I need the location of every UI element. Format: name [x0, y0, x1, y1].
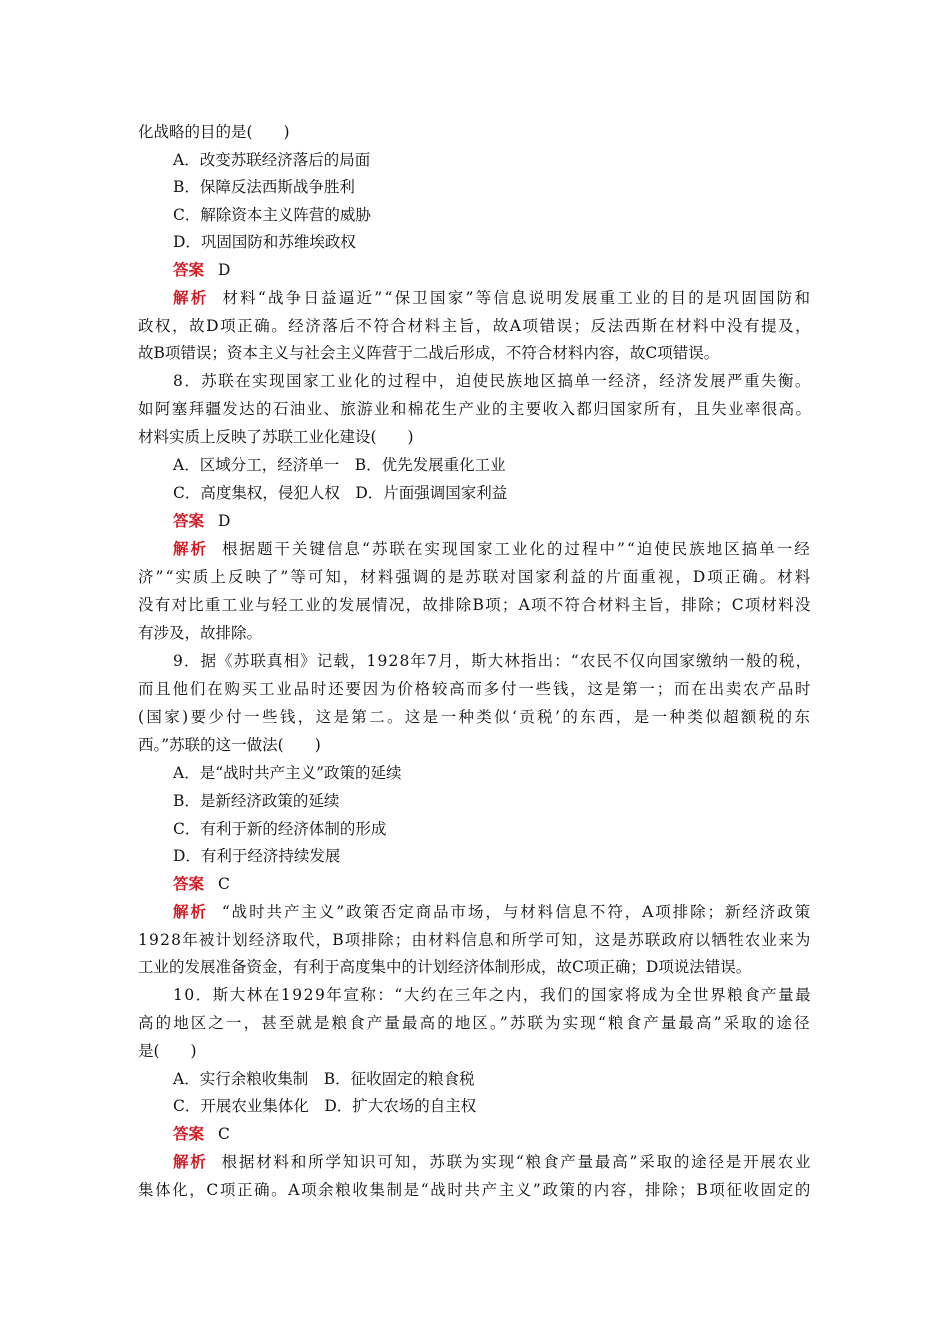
answer-line	[173, 511, 230, 531]
answer-label: 解析	[173, 539, 209, 558]
text-line	[138, 567, 812, 587]
text-line	[138, 1180, 812, 1200]
text-line	[173, 1069, 475, 1089]
line-text: B．保障反法西斯战争胜利	[173, 178, 355, 196]
text-line	[138, 957, 751, 977]
text-line	[138, 122, 290, 142]
line-text: 材料实质上反映了苏联工业化建设( )	[138, 428, 414, 446]
line-text: C．高度集权，侵犯人权 D．片面强调国家利益	[173, 484, 508, 502]
line-text: 没有对比重工业与轻工业的发展情况，故排除B项；A项不符合材料主旨，排除；C项材料没	[138, 596, 812, 614]
line-text: B．是新经济政策的延续	[173, 792, 340, 810]
answer-line	[173, 539, 812, 559]
answer-label: 答案	[173, 1124, 205, 1143]
line-text: C．开展农业集体化 D．扩大农场的自主权	[173, 1097, 477, 1115]
text-line	[138, 595, 812, 615]
text-line	[173, 1096, 476, 1116]
line-text: A．改变苏联经济落后的局面	[173, 151, 371, 169]
line-text: 西。”苏联的这一做法( )	[138, 736, 321, 754]
line-text: A．是“战时共产主义”政策的延续	[173, 764, 402, 782]
text-line	[173, 791, 339, 811]
line-text: “战时共产主义”政策否定商品市场，与材料信息不符，A项排除；新经济政策	[221, 903, 813, 921]
line-text: 高的地区之一，甚至就是粮食产量最高的地区。”苏联为实现“粮食产量最高”采取的途径	[138, 1014, 812, 1032]
text-line	[173, 177, 355, 197]
line-text: 政权，故D项正确。经济落后不符合材料主旨，故A项错误；反法西斯在材料中没有提及，	[138, 317, 813, 335]
text-line	[173, 205, 371, 225]
answer-label: 解析	[173, 1152, 208, 1171]
text-line	[173, 819, 386, 839]
text-line	[173, 846, 340, 866]
answer-label: 解析	[173, 902, 208, 921]
line-text: 根据题干关键信息“苏联在实现国家工业化的过程中”“迫使民族地区搞单一经	[222, 540, 812, 558]
line-text: (国家)要少付一些钱，这是第二。这是一种类似‘贡税’的东西，是一种类似超额税的东	[138, 708, 813, 726]
answer-label: 解析	[173, 288, 209, 307]
line-text: 9．据《苏联真相》记载，1928年7月，斯大林指出：“农民不仅向国家缴纳一般的税，	[173, 652, 813, 670]
text-line	[138, 1013, 812, 1033]
line-text: 济”“实质上反映了”等可知，材料强调的是苏联对国家利益的片面重视，D项正确。材料	[138, 568, 813, 586]
line-text: A．区域分工，经济单一 B．优先发展重化工业	[173, 456, 506, 474]
text-line	[138, 316, 812, 336]
line-text: C．有利于新的经济体制的形成	[173, 820, 387, 838]
answer-line	[173, 260, 230, 280]
answer-line	[173, 1124, 230, 1144]
line-text: 10．斯大林在1929年宣称：“大约在三年之内，我们的国家将成为全世界粮食产量最	[173, 986, 813, 1004]
line-text: D	[218, 512, 231, 530]
text-line	[138, 623, 262, 643]
answer-line	[173, 902, 812, 922]
line-text: 工业的发展准备资金，有利于高度集中的计划经济体制形成，故C项正确；D项说法错误。	[138, 958, 752, 976]
text-line	[138, 707, 812, 727]
text-line	[173, 763, 402, 783]
answer-line	[173, 288, 812, 308]
line-text: 8．苏联在实现国家工业化的过程中，迫使民族地区搞单一经济，经济发展严重失衡。	[173, 372, 812, 390]
text-line	[138, 735, 321, 755]
answer-line	[173, 1152, 812, 1172]
line-text: 根据材料和所学知识可知，苏联为实现“粮食产量最高”采取的途径是开展农业	[221, 1153, 813, 1171]
text-line	[138, 399, 812, 419]
line-text: 1928年被计划经济取代，B项排除；由材料信息和所学可知，这是苏联政府以牺牲农业来为	[138, 931, 812, 949]
text-line	[173, 371, 812, 391]
line-text: 而且他们在购买工业品时还要因为价格较高而多付一些钱，这是第一；而在出卖农产品时	[138, 680, 813, 698]
text-line	[173, 150, 370, 170]
line-text: 化战略的目的是( )	[138, 123, 290, 141]
text-line	[173, 651, 812, 671]
text-line	[173, 483, 507, 503]
line-text: A．实行余粮收集制 B．征收固定的粮食税	[173, 1070, 475, 1088]
line-text: 材料“战争日益逼近”“保卫国家”等信息说明发展重工业的目的是巩固国防和	[222, 289, 813, 307]
line-text: D	[218, 261, 231, 279]
answer-label: 答案	[173, 260, 205, 279]
text-line	[138, 427, 414, 447]
line-text: 集体化，C项正确。A项余粮收集制是“战时共产主义”政策的内容，排除；B项征收固定的	[138, 1181, 812, 1199]
text-line	[138, 679, 812, 699]
answer-label: 答案	[173, 511, 205, 530]
line-text: C．解除资本主义阵营的威胁	[173, 206, 371, 224]
text-line	[173, 455, 506, 475]
line-text: C	[218, 875, 230, 893]
text-line	[173, 232, 356, 252]
text-line	[138, 1041, 197, 1061]
line-text: D．巩固国防和苏维埃政权	[173, 233, 356, 251]
answer-label: 答案	[173, 874, 205, 893]
text-line	[138, 343, 719, 363]
line-text: 是( )	[138, 1042, 197, 1060]
line-text: 有涉及，故排除。	[138, 624, 263, 642]
line-text: C	[218, 1125, 230, 1143]
text-line	[138, 930, 812, 950]
line-text: D．有利于经济持续发展	[173, 847, 341, 865]
line-text: 如阿塞拜疆发达的石油业、旅游业和棉花生产业的主要收入都归国家所有，且失业率很高。	[138, 400, 813, 418]
answer-line	[173, 874, 230, 894]
text-line	[173, 985, 812, 1005]
line-text: 故B项错误；资本主义与社会主义阵营于二战后形成，不符合材料内容，故C项错误。	[138, 344, 720, 362]
